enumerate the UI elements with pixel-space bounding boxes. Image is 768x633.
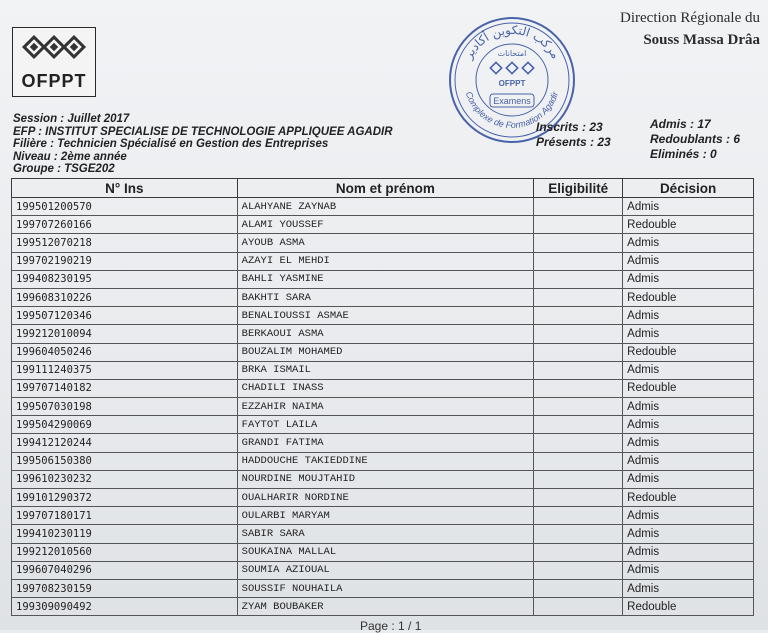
cell-name: BERKAOUI ASMA <box>237 325 534 343</box>
cell-ins: 199212010560 <box>12 543 238 561</box>
cell-name: OUALHARIR NORDINE <box>237 489 534 507</box>
cell-name: AZAYI EL MEHDI <box>237 252 534 270</box>
cell-name: OULARBI MARYAM <box>237 507 534 525</box>
cell-eligibilite <box>534 307 623 325</box>
cell-eligibilite <box>534 343 623 361</box>
cell-name: BAHLI YASMINE <box>237 270 534 288</box>
cell-ins: 199412120244 <box>12 434 238 452</box>
stamp-logo-text: OFPPT <box>498 79 526 88</box>
table-row <box>12 216 754 234</box>
cell-ins: 199309090492 <box>12 598 238 616</box>
cell-eligibilite <box>534 561 623 579</box>
cell-ins: 199101290372 <box>12 489 238 507</box>
table-row <box>12 252 754 270</box>
cell-ins: 199408230195 <box>12 270 238 288</box>
cell-ins: 199507120346 <box>12 307 238 325</box>
cell-ins: 199607040296 <box>12 561 238 579</box>
cell-decision: Admis <box>623 252 754 270</box>
elimines-count: Eliminés : 0 <box>650 147 717 161</box>
table-row <box>12 198 754 216</box>
redoublants-count: Redoublants : 6 <box>650 132 741 146</box>
cell-name: BAKHTI SARA <box>237 288 534 306</box>
table-row <box>12 307 754 325</box>
cell-decision: Redouble <box>623 598 754 616</box>
page-number: Page : 1 / 1 <box>360 619 422 633</box>
header-n-ins: N° Ins <box>12 179 238 198</box>
cell-eligibilite <box>534 216 623 234</box>
cell-eligibilite <box>534 489 623 507</box>
cell-ins: 199506150380 <box>12 452 238 470</box>
cell-decision: Admis <box>623 470 754 488</box>
cell-eligibilite <box>534 198 623 216</box>
cell-ins: 199707180171 <box>12 507 238 525</box>
ofppt-logo-icon <box>21 35 87 65</box>
cell-name: NOURDINE MOUJTAHID <box>237 470 534 488</box>
cell-eligibilite <box>534 234 623 252</box>
cell-ins: 199604050246 <box>12 343 238 361</box>
cell-ins: 199504290069 <box>12 416 238 434</box>
cell-name: BRKA ISMAIL <box>237 361 534 379</box>
cell-name: SOUMIA AZIOUAL <box>237 561 534 579</box>
cell-name: AYOUB ASMA <box>237 234 534 252</box>
cell-ins: 199610230232 <box>12 470 238 488</box>
presents-count: Présents : 23 <box>536 135 611 149</box>
cell-name: FAYTOT LAILA <box>237 416 534 434</box>
cell-eligibilite <box>534 416 623 434</box>
table-row <box>12 434 754 452</box>
cell-ins: 199507030198 <box>12 398 238 416</box>
direction-line-1: Direction Régionale du <box>620 10 760 26</box>
header-decision: Décision <box>623 179 754 198</box>
table-row <box>12 489 754 507</box>
results-table <box>11 178 754 616</box>
stamp-logo-icon <box>490 62 533 73</box>
cell-decision: Admis <box>623 579 754 597</box>
cell-name: BOUZALIM MOHAMED <box>237 343 534 361</box>
table-row <box>12 543 754 561</box>
cell-decision: Admis <box>623 307 754 325</box>
stamp-bottom-text: Complexe de Formation Agadir <box>463 90 561 131</box>
cell-name: SOUSSIF NOUHAILA <box>237 579 534 597</box>
cell-name: SOUKAINA MALLAL <box>237 543 534 561</box>
cell-decision: Admis <box>623 198 754 216</box>
header-eligibilite: Eligibilité <box>534 179 623 198</box>
cell-eligibilite <box>534 579 623 597</box>
cell-decision: Redouble <box>623 379 754 397</box>
cell-eligibilite <box>534 288 623 306</box>
stamp-sub-text: امتحانات <box>497 49 527 58</box>
cell-name: ZYAM BOUBAKER <box>237 598 534 616</box>
cell-decision: Admis <box>623 507 754 525</box>
cell-eligibilite <box>534 398 623 416</box>
table-row <box>12 343 754 361</box>
cell-decision: Admis <box>623 434 754 452</box>
cell-decision: Admis <box>623 452 754 470</box>
table-row <box>12 325 754 343</box>
cell-eligibilite <box>534 543 623 561</box>
cell-ins: 199708230159 <box>12 579 238 597</box>
header-nom-prenom: Nom et prénom <box>237 179 534 198</box>
filiere: Filière : Technicien Spécialisé en Gestion des Entreprises <box>13 138 329 150</box>
cell-name: CHADILI INASS <box>237 379 534 397</box>
cell-eligibilite <box>534 379 623 397</box>
inscrits-count: Inscrits : 23 <box>536 120 603 134</box>
session: Session : Juillet 2017 <box>13 113 130 125</box>
cell-decision: Admis <box>623 543 754 561</box>
cell-decision: Admis <box>623 325 754 343</box>
table-header-row <box>12 179 754 198</box>
cell-eligibilite <box>534 270 623 288</box>
cell-decision: Admis <box>623 234 754 252</box>
cell-eligibilite <box>534 525 623 543</box>
cell-name: BENALIOUSSI ASMAE <box>237 307 534 325</box>
table-row <box>12 234 754 252</box>
cell-decision: Admis <box>623 398 754 416</box>
cell-eligibilite <box>534 361 623 379</box>
cell-ins: 199501200570 <box>12 198 238 216</box>
cell-decision: Admis <box>623 561 754 579</box>
cell-decision: Redouble <box>623 343 754 361</box>
cell-ins: 199111240375 <box>12 361 238 379</box>
table-row <box>12 525 754 543</box>
cell-decision: Redouble <box>623 288 754 306</box>
table-row <box>12 361 754 379</box>
cell-ins: 199212010094 <box>12 325 238 343</box>
cell-name: ALAHYANE ZAYNAB <box>237 198 534 216</box>
stats-results <box>650 117 740 162</box>
table-row <box>12 398 754 416</box>
cell-eligibilite <box>534 470 623 488</box>
session-info <box>13 113 393 176</box>
cell-decision: Redouble <box>623 489 754 507</box>
stats-attendance <box>536 120 611 150</box>
regional-direction <box>620 10 760 49</box>
cell-decision: Admis <box>623 361 754 379</box>
table-row <box>12 470 754 488</box>
cell-name: ALAMI YOUSSEF <box>237 216 534 234</box>
cell-ins: 199410230119 <box>12 525 238 543</box>
stamp-top-text: مركب التكوين أكادير <box>461 22 563 62</box>
cell-ins: 199702190219 <box>12 252 238 270</box>
table-row <box>12 270 754 288</box>
cell-ins: 199608310226 <box>12 288 238 306</box>
niveau: Niveau : 2ème année <box>13 150 127 163</box>
groupe: Groupe : TSGE202 <box>13 163 115 175</box>
table-row <box>12 561 754 579</box>
direction-line-2: Souss Massa Drâa <box>643 32 760 48</box>
cell-eligibilite <box>534 325 623 343</box>
cell-decision: Admis <box>623 525 754 543</box>
cell-decision: Admis <box>623 416 754 434</box>
table-row <box>12 598 754 616</box>
cell-name: EZZAHIR NAIMA <box>237 398 534 416</box>
cell-name: HADDOUCHE TAKIEDDINE <box>237 452 534 470</box>
cell-eligibilite <box>534 452 623 470</box>
cell-name: SABIR SARA <box>237 525 534 543</box>
efp: EFP : INSTITUT SPECIALISE DE TECHNOLOGIE APPLIQUEE AGADIR <box>13 125 393 138</box>
cell-ins: 199707260166 <box>12 216 238 234</box>
cell-name: GRANDI FATIMA <box>237 434 534 452</box>
cell-eligibilite <box>534 252 623 270</box>
cell-decision: Admis <box>623 270 754 288</box>
cell-eligibilite <box>534 598 623 616</box>
table-body <box>12 198 754 616</box>
cell-ins: 199512070218 <box>12 234 238 252</box>
admis-count: Admis : 17 <box>650 117 711 131</box>
stamp-label: Examens <box>493 96 531 106</box>
cell-ins: 199707140182 <box>12 379 238 397</box>
table-row <box>12 579 754 597</box>
cell-eligibilite <box>534 434 623 452</box>
ofppt-logo <box>12 27 96 97</box>
table-row <box>12 507 754 525</box>
table-row <box>12 452 754 470</box>
table-row <box>12 379 754 397</box>
table-row <box>12 416 754 434</box>
cell-eligibilite <box>534 507 623 525</box>
cell-decision: Redouble <box>623 216 754 234</box>
logo-text: OFPPT <box>21 71 87 91</box>
table-row <box>12 288 754 306</box>
